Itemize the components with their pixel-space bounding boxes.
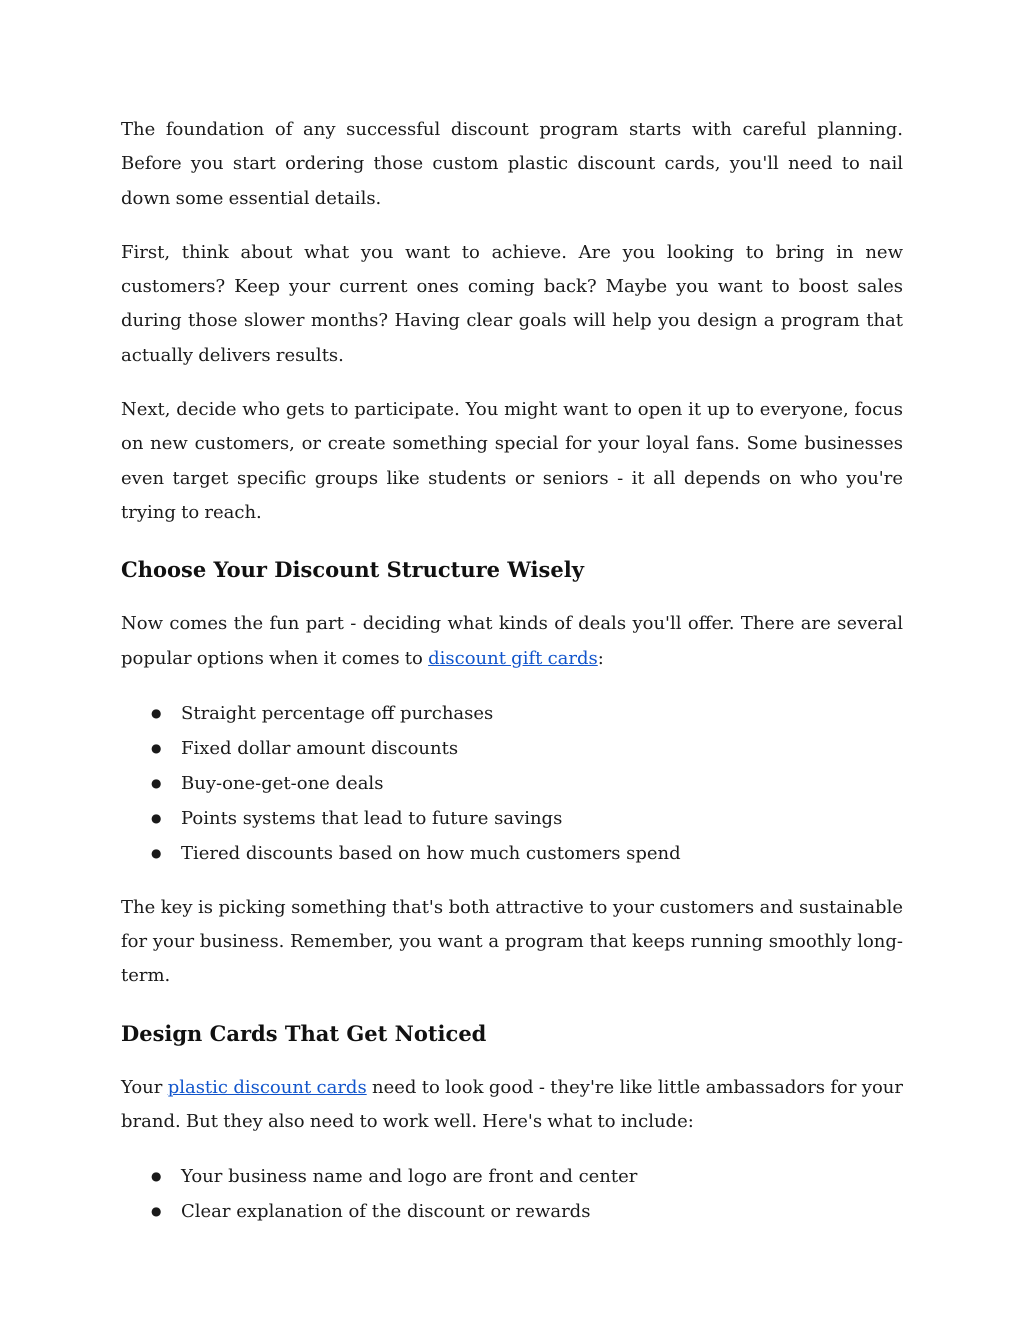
design-cards-intro-rest: need to look good - they're like little ambassadors for your brand. But they also need to work well. Here's what to include: xyxy=(121,1076,904,1133)
list-item-text: Straight percentage off purchases xyxy=(181,702,494,724)
list-item-text: Fixed dollar amount discounts xyxy=(181,737,459,759)
list-item xyxy=(121,836,903,871)
bullet-icon: ● xyxy=(151,740,162,755)
discount-structure-intro xyxy=(121,607,903,676)
list-item xyxy=(121,696,903,731)
list-item-text: Buy-one-get-one deals xyxy=(181,772,384,794)
plastic-discount-cards-link[interactable]: plastic discount cards xyxy=(167,1076,367,1098)
discount-gift-cards-link[interactable]: discount gift cards xyxy=(428,647,598,669)
discount-structure-closing: The key is picking something that's both attractive to your customers and sustainable for your business. Remember, you want a program that keeps running smoothly long-term. xyxy=(121,896,903,987)
design-cards-intro-lead: Your xyxy=(121,1076,168,1098)
participants-paragraph: Next, decide who gets to participate. You might want to open it up to everyone, focus on new customers, or create something special for your loyal fans. Some businesses even target specific groups like students or seniors - it all depends on who you're trying to reach. xyxy=(121,399,903,523)
bullet-icon: ● xyxy=(151,705,162,720)
bullet-icon: ● xyxy=(151,810,162,825)
discount-structure-intro-text: Now comes the fun part - deciding what kinds of deals you'll offer. There are several popular options when it comes to xyxy=(121,613,903,669)
document-page xyxy=(121,113,903,1249)
discount-options-list xyxy=(121,696,903,871)
bullet-icon: ● xyxy=(151,1169,162,1184)
intro-paragraph: The foundation of any successful discount program starts with careful planning. Before you start ordering those custom plastic discount cards, you'll need to nail down some essential details. xyxy=(121,119,903,209)
bullet-icon: ● xyxy=(151,1204,162,1219)
list-item xyxy=(121,766,903,801)
list-item-text: Your business name and logo are front and center xyxy=(181,1166,638,1188)
list-item xyxy=(121,801,903,836)
list-item-text: Points systems that lead to future savings xyxy=(181,807,563,829)
list-item xyxy=(121,1194,903,1229)
card-elements-list xyxy=(121,1159,903,1229)
discount-structure-intro-colon: : xyxy=(597,647,604,669)
list-item xyxy=(121,731,903,766)
section-heading-design-cards: Design Cards That Get Noticed xyxy=(121,1020,487,1046)
list-item-text: Tiered discounts based on how much customers spend xyxy=(181,842,681,864)
section-heading-discount-structure: Choose Your Discount Structure Wisely xyxy=(121,557,584,583)
design-cards-intro xyxy=(121,1071,903,1140)
list-item xyxy=(121,1159,903,1194)
bullet-icon: ● xyxy=(151,775,162,790)
goals-paragraph: First, think about what you want to achieve. Are you looking to bring in new customers? Keep your current ones coming back? Maybe you want to boost sales during those slower months? Having clear goals will help you design a program that actually delivers results. xyxy=(121,241,903,366)
list-item-text: Clear explanation of the discount or rewards xyxy=(181,1201,591,1223)
bullet-icon: ● xyxy=(151,845,162,860)
